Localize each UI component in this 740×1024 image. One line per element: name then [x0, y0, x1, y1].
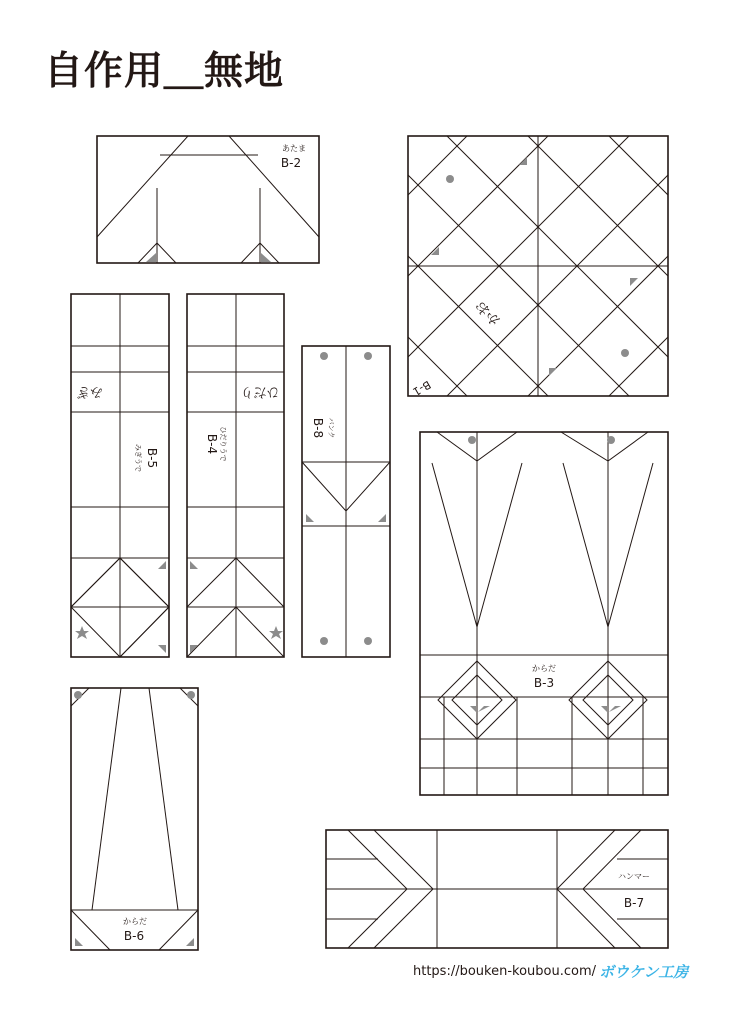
b3-code: B-3 [533, 676, 555, 690]
b7-name: ハンマー [618, 872, 650, 881]
brand-logo: ボウケン工房 [599, 963, 689, 981]
b8-name: バンク [327, 417, 335, 439]
b6-code: B-6 [123, 929, 145, 943]
b8-code: B-8 [311, 417, 325, 439]
b4-code: B-4 [205, 433, 219, 455]
b2-name: あたま [282, 144, 306, 153]
footer-url-link[interactable]: https://bouken-koubou.com/ [413, 964, 597, 979]
piece-b6 [71, 688, 198, 950]
piece-b4 [187, 294, 284, 657]
b2-code: B-2 [280, 156, 302, 170]
b6-name: からだ [123, 917, 147, 926]
page-title: 自作用＿無地 [44, 49, 285, 94]
piece-b8 [302, 346, 390, 657]
b3-name: からだ [532, 664, 556, 673]
piece-b1 [408, 136, 668, 398]
b5-side: みぎ [76, 384, 104, 399]
piece-b2 [97, 136, 319, 263]
b4-side: ひだり [240, 384, 280, 399]
piece-b5 [71, 294, 169, 657]
b4-name: ひだりうで [219, 426, 227, 462]
b1-code: B-1 [410, 377, 434, 399]
piece-b7 [326, 830, 668, 948]
piece-b3 [420, 432, 668, 795]
b5-code: B-5 [145, 447, 159, 469]
b5-name: みぎうで [134, 444, 142, 472]
b7-code: B-7 [623, 896, 645, 910]
b1-name: かお [472, 297, 504, 329]
